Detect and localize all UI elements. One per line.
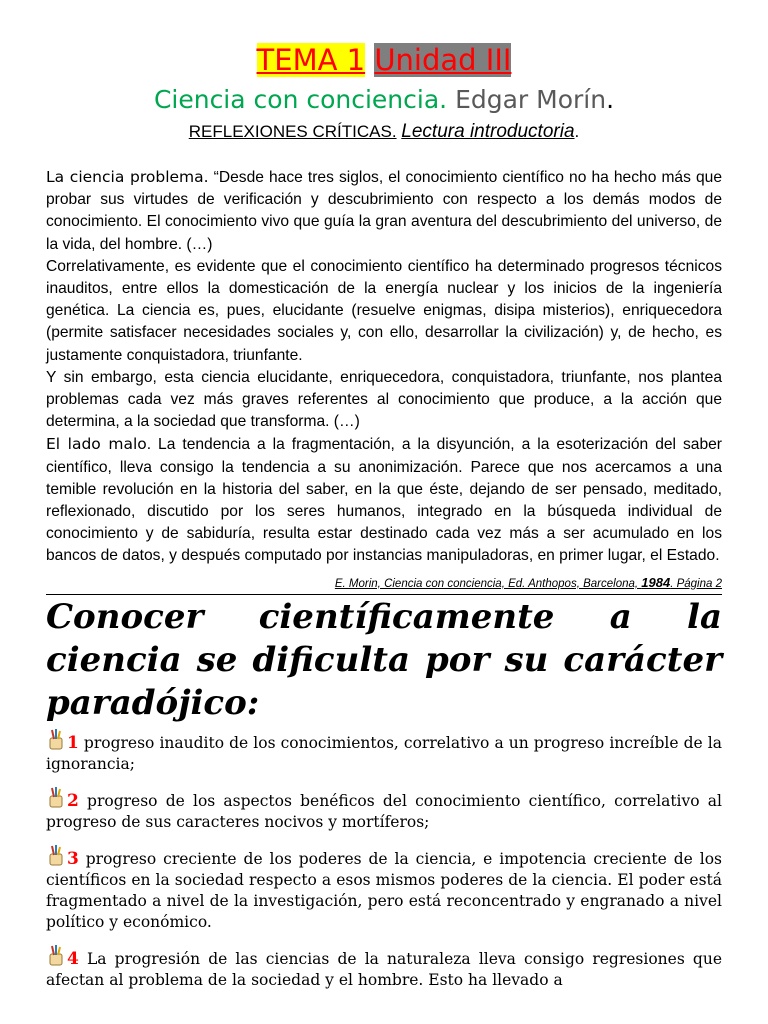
paragraph-lead: El lado malo — [46, 435, 147, 454]
paragraph-text: “Desde hace tres siglos, el conocimiento científico no ha hecho más que probar sus virtudes de verificación y descubrimiento con respecto a los demás modos de conocimiento. El conocimiento vivo que guía la gran aventura del descubrimiento del universo, de la vida, del hombre. (…) — [46, 169, 722, 253]
citation-year: 1984 — [641, 574, 671, 590]
page-title — [0, 42, 768, 78]
item-number: 4 — [67, 949, 79, 969]
pencil-cup-icon — [46, 944, 66, 966]
paragraph — [46, 166, 722, 256]
lectura-label: Lectura introductoria — [401, 121, 575, 142]
subtitle-book: Ciencia con conciencia. — [153, 85, 448, 114]
section-heading: Conocer científicamente a la ciencia se dificulta por su carácter paradójico: — [46, 597, 722, 723]
subtitle-period: . — [606, 85, 615, 114]
pencil-cup-icon — [46, 728, 66, 750]
item-number: 2 — [67, 791, 79, 811]
item-number: 3 — [67, 849, 79, 869]
paragraph-text: . La tendencia a la fragmentación, a la disyunción, a la esoterización del saber científico, lleva consigo la tendencia a su anonimización. Parece que nos acercamos a una temible revolución en la historia del saber, en la que éste, dejando de ser pensado, meditado, reflexionado, discutido por los seres humanos, integrado en la búsqueda individual de conocimiento y de sabiduría, resulta estar destinado cada vez más a ser acumulado en los bancos de datos, y después computado por instancias manipuladoras, en primer lugar, el Estado. — [46, 436, 722, 565]
paragraph-lead: La ciencia problema. — [46, 168, 209, 186]
paragraph: Y sin embargo, esta ciencia elucidante, enriquecedora, conquistadora, triunfante, nos plantea problemas cada vez más graves referentes al conocimiento que produce, a la acción que determina, a la sociedad que transforma. (…) — [46, 368, 722, 431]
list-item — [46, 844, 722, 933]
item-text: La progresión de las ciencias de la naturaleza lleva consigo regresiones que afectan al problema de la sociedad y el hombre. Esto ha llevado a — [46, 950, 722, 989]
subtitle-author: Edgar Morín — [455, 85, 607, 114]
item-number: 1 — [67, 733, 79, 753]
citation-text: E. Morin, Ciencia con conciencia, Ed. Anthopos, Barcelona, — [334, 577, 642, 590]
section-subtitle — [0, 119, 768, 145]
citation-page: . Página 2 — [670, 577, 722, 590]
paragraph: Correlativamente, es evidente que el conocimiento científico ha determinado progresos técnicos inauditos, entre ellos la domesticación de la energía nuclear y los inicios de la ingeniería genética. La ciencia es, pues, elucidante (resuelve enigmas, disipa misterios), enriquecedora (permite satisfacer necesidades sociales y, con ello, desarrollar la civilización) y, de hecho, es justamente conquistadora, triunfante. — [46, 257, 722, 364]
list-item — [46, 728, 722, 775]
subtitle — [0, 84, 768, 116]
divider — [46, 594, 722, 595]
citation — [335, 572, 722, 595]
item-text: progreso inaudito de los conocimientos, correlativo a un progreso increíble de la ignorancia; — [46, 734, 722, 773]
unidad-label: Unidad III — [374, 43, 512, 77]
reflexiones-label: REFLEXIONES CRÍTICAS. — [188, 122, 397, 141]
tema-label: TEMA 1 — [256, 43, 366, 77]
pencil-cup-icon — [46, 786, 66, 808]
list-item — [46, 786, 722, 833]
reading-text — [46, 166, 722, 595]
item-text: progreso de los aspectos benéficos del conocimiento científico, correlativo al progreso de sus caracteres nocivos y mortíferos; — [46, 792, 722, 831]
reflex-period: . — [574, 122, 580, 141]
paradox-list — [46, 728, 722, 1002]
list-item — [46, 944, 722, 991]
paragraph — [46, 433, 722, 590]
item-text: progreso creciente de los poderes de la ciencia, e impotencia creciente de los científicos en la sociedad respecto a esos mismos poderes de la ciencia. El poder está fragmentado a nivel de la investigación, pero está reconcentrado y engranado a nivel político y económico. — [46, 850, 722, 931]
pencil-cup-icon — [46, 844, 66, 866]
